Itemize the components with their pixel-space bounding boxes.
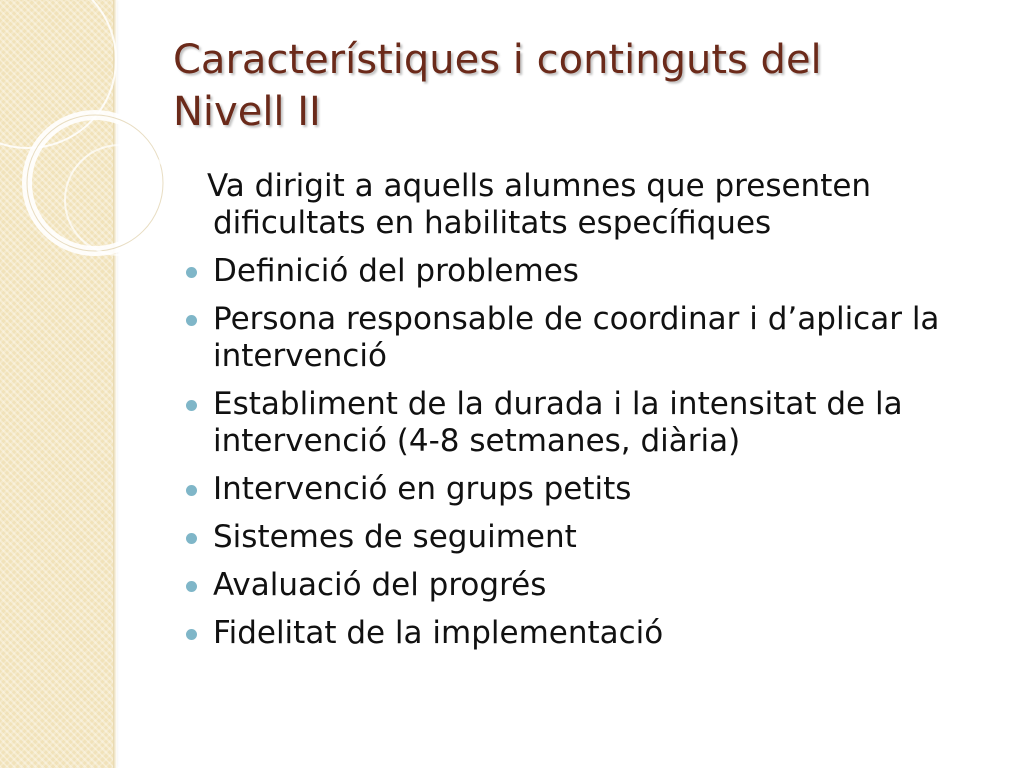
bullet-list	[185, 168, 995, 663]
bullet-icon	[186, 267, 197, 278]
list-item-text: Definició del problemes	[213, 253, 579, 289]
title-line-1: Característiques i continguts del	[173, 37, 822, 83]
list-item	[185, 386, 995, 460]
list-item-text: Fidelitat de la implementació	[213, 615, 664, 651]
bullet-icon	[186, 533, 197, 544]
list-item-text: Avaluació del progrés	[213, 567, 547, 603]
list-item-text: Establiment de la durada i la intensitat de la intervenció (4-8 setmanes, diària)	[213, 386, 903, 459]
list-item	[185, 615, 995, 652]
interlocking-rings-decoration	[0, 0, 180, 260]
intro-text: Va dirigit a aquells alumnes que presenten dificultats en habilitats específiques	[207, 168, 872, 241]
list-item	[185, 301, 995, 375]
list-item-text: Intervenció en grups petits	[213, 471, 632, 507]
bullet-icon	[186, 400, 197, 411]
intro-paragraph	[185, 168, 995, 242]
list-item-text: Persona responsable de coordinar i d’aplicar la intervenció	[213, 301, 940, 374]
list-item	[185, 471, 995, 508]
bullet-icon	[186, 315, 197, 326]
title-line-2: Nivell II	[173, 89, 321, 135]
bullet-icon	[186, 485, 197, 496]
bullet-icon	[186, 629, 197, 640]
list-item	[185, 253, 995, 290]
list-item	[185, 567, 995, 604]
slide-title	[173, 34, 973, 138]
list-item	[185, 519, 995, 556]
list-item-text: Sistemes de seguiment	[213, 519, 577, 555]
bullet-icon	[186, 581, 197, 592]
